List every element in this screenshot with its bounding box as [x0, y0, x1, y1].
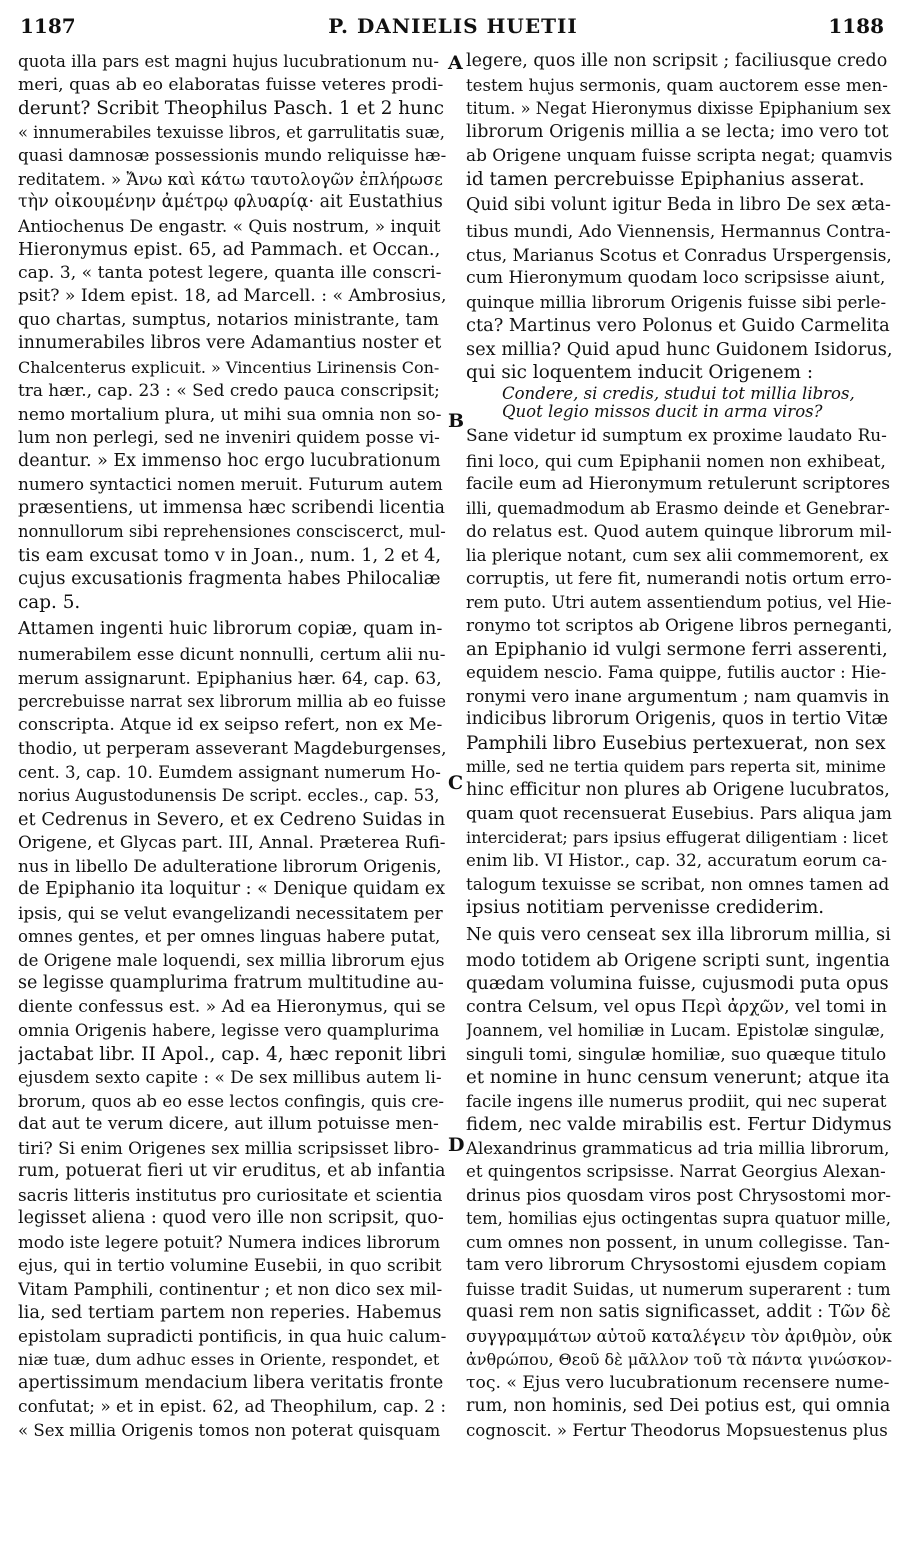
text-line: Ne quis vero censeat sex illa librorum millia, si	[466, 923, 891, 945]
margin-letter-d: D	[448, 1134, 465, 1156]
text-line: qui sic loquentem inducit Origenem :	[466, 362, 814, 383]
text-line: de Epiphanio ita loquitur : « Denique quidam ex	[18, 879, 446, 899]
text-line: quota illa pars est magni hujus lucubrationum nu-	[18, 52, 440, 71]
text-line: apertissimum mendacium libera veritatis fronte	[18, 1372, 444, 1393]
text-line: tis eam excusat tomo v in Joan., num. 1, 2 et 4,	[18, 544, 442, 566]
text-line: sacris litteris institutus pro curiositate et scientia	[18, 1184, 443, 1205]
text-line: legisset aliena : quod vero ille non scripsit, quo-	[18, 1208, 444, 1228]
text-line: ejusdem sexto capite : « De sex millibus autem li-	[18, 1067, 442, 1087]
text-line: cum omnes non possent, in unum collegisse. Tan-	[466, 1231, 890, 1252]
text-line: « innumerabiles texuisse libros, et garrulitatis suæ,	[18, 122, 445, 142]
text-line: ab Origene unquam fuisse scripta negat; quamvis	[466, 145, 892, 165]
text-line: diente confessus est. » Ad ea Hieronymus, qui se	[18, 996, 446, 1017]
text-line: lia, sed tertiam partem non reperies. Habemus	[18, 1302, 442, 1323]
text-line: tra hær., cap. 23 : « Sed credo pauca conscripsit;	[18, 380, 440, 400]
text-line: et nomine in hunc censum venerunt; atque ita	[466, 1067, 890, 1088]
text-line: cta? Martinus vero Polonus et Guido Carmelita	[466, 315, 890, 336]
text-line: cognoscit. » Fertur Theodorus Mopsuestenus plus	[466, 1420, 888, 1440]
text-line: Condere, si credis, studui tot millia libros,	[502, 384, 855, 403]
text-line: derunt? Scribit Theophilus Pasch. 1 et 2 hunc	[18, 98, 445, 119]
text-line: Sane videtur id sumptum ex proxime laudato Ru-	[466, 424, 887, 445]
text-line: ἀνθρώπου, Θεοῦ δὲ μᾶλλον τοῦ τὰ πάντα γινώσκον-	[466, 1350, 892, 1369]
text-line: dat aut te verum dicere, aut illum potuisse men-	[18, 1114, 439, 1134]
text-line: talogum texuisse se scribat, non omnes tamen ad	[466, 873, 890, 894]
text-line: συγγραμμάτων αὐτοῦ καταλέγειν τὸν ἀριθμὸν, οὐκ	[466, 1326, 892, 1346]
text-line: quædam volumina fuisse, cujusmodi puta opus	[466, 973, 889, 994]
text-line: et quingentos scripsisse. Narrat Georgius Alexan-	[466, 1162, 886, 1181]
text-line: rum, non hominis, sed Dei potius est, qui omnia	[466, 1396, 891, 1416]
text-line: Quot legio missos ducit in arma viros?	[502, 402, 823, 421]
text-line: tibus mundi, Ado Viennensis, Hermannus Contra-	[466, 221, 891, 241]
text-line: testem hujus sermonis, quam auctorem esse men-	[466, 75, 888, 95]
text-line: contra Celsum, vel opus Περὶ ἀρχῶν, vel tomi in	[466, 996, 887, 1017]
text-line: et Cedrenus in Severo, et ex Cedreno Suidas in	[18, 808, 446, 830]
text-line: omnia Origenis habere, legisse vero quamplurima	[18, 1021, 440, 1040]
text-line: cum Hieronymum quodam loco scripsisse aiunt,	[466, 268, 886, 288]
text-line: « Sex millia Origenis tomos non poterat quisquam	[18, 1420, 441, 1440]
text-line: modo totidem ab Origene scripti sunt, ingentia	[466, 949, 890, 971]
text-line: jactabat libr. II Apol., cap. 4, hæc reponit libri	[18, 1043, 446, 1065]
text-line: indicibus librorum Origenis, quos in tertio Vitæ	[466, 709, 888, 729]
text-line: enim lib. VI Histor., cap. 32, accuratum eorum ca-	[466, 851, 887, 870]
text-line: brorum, quos ab eo esse lectos confingis, quis cre-	[18, 1091, 445, 1111]
text-line: fini loco, qui cum Epiphanii nomen non exhibeat,	[466, 450, 886, 471]
text-line: corruptis, ut fere fit, numerandi notis ortum erro-	[466, 568, 892, 588]
text-line: ctus, Marianus Scotus et Conradus Urspergensis,	[466, 244, 892, 265]
text-line: cent. 3, cap. 10. Eumdem assignant numerum Ho-	[18, 762, 441, 782]
text-line: innumerabiles libros vere Adamantius noster et	[18, 333, 442, 353]
text-line: rum, potuerat fieri ut vir eruditus, et ab infantia	[18, 1161, 446, 1181]
text-line: id tamen percrebuisse Epiphanius asserat.	[466, 168, 865, 190]
margin-letter-a: A	[448, 52, 463, 74]
text-line: fuisse tradit Suidas, ut numerum superarent : tum	[466, 1279, 891, 1299]
text-line: Pamphili libro Eusebius pertexuerat, non sex	[466, 732, 886, 754]
text-line: quo chartas, sumptus, notarios ministrante, tam	[18, 309, 439, 330]
text-line: cujus excusationis fragmenta habes Philocaliæ	[18, 568, 441, 589]
text-line: Vitam Pamphili, continentur ; et non dico sex mil-	[18, 1278, 443, 1299]
text-line: librorum Origenis millia a se lecta; imo vero tot	[466, 121, 889, 142]
text-line: tam vero librorum Chrysostomi ejusdem copiam	[466, 1255, 887, 1275]
text-line: ronymi vero inane argumentum ; nam quamvis in	[466, 685, 890, 706]
text-line: cap. 3, « tanta potest legere, quanta ille conscri-	[18, 262, 442, 283]
text-line: epistolam supradicti pontificis, in qua huic calum-	[18, 1325, 446, 1346]
text-line: sex millia? Quid apud hunc Guidonem Isidorus,	[466, 338, 892, 360]
text-line: τὴν οἰκουμένην ἀμέτρῳ φλυαρίᾳ· ait Eustathius	[18, 192, 443, 212]
text-line: percrebuisse narrat sex librorum millia ab eo fuisse	[18, 692, 446, 711]
text-line: mille, sed ne tertia quidem pars reperta sit, minime	[466, 757, 886, 776]
text-line: psit? » Idem epist. 18, ad Marcell. : « Ambrosius,	[18, 286, 446, 306]
text-line: Origene, et Glycas part. III, Annal. Præterea Rufi-	[18, 832, 446, 852]
text-line: numerabilem esse dicunt nonnulli, certum alii nu-	[18, 644, 446, 664]
text-line: ipsius notitiam pervenisse crediderim.	[466, 897, 825, 918]
text-line: niæ tuæ, dum adhuc esses in Oriente, respondet, et	[18, 1350, 440, 1369]
text-line: confutat; » et in epist. 62, ad Theophilum, cap. 2 :	[18, 1396, 446, 1416]
text-line: nemo mortalium plura, ut mihi sua omnia non so-	[18, 403, 442, 424]
left-page-number: 1187	[20, 14, 76, 38]
text-line: an Epiphanio id vulgi sermone ferri asserenti,	[466, 638, 888, 660]
text-line: nus in libello De adulteratione librorum Origenis,	[18, 855, 442, 876]
text-line: cap. 5.	[18, 591, 81, 613]
text-line: lia plerique notant, cum sex alii commemorent, ex	[466, 545, 889, 565]
text-line: do relatus est. Quod autem quinque librorum mil-	[466, 521, 892, 541]
text-line: præsentiens, ut immensa hæc scribendi licentia	[18, 497, 445, 518]
right-column	[466, 50, 892, 1442]
text-line: singuli tomi, singulæ homiliæ, suo quæque titulo	[466, 1043, 887, 1064]
text-line: ejus, qui in tertio volumine Eusebii, in quo scribit	[18, 1255, 442, 1275]
text-line: thodio, ut perperam asseverant Magdeburgenses,	[18, 738, 446, 758]
text-line: conscripta. Atque id ex seipso refert, non ex Me-	[18, 714, 443, 735]
text-line: quam quot recensuerat Eusebius. Pars aliqua jam	[466, 803, 892, 823]
text-line: facile eum ad Hieronymum retulerunt scriptores	[466, 474, 891, 494]
text-line: reditatem. » Ἄνω καὶ κάτω ταυτολογῶν ἐπλήρωσε	[18, 169, 443, 189]
text-line: tem, homilias ejus octingentas supra quatuor mille,	[466, 1209, 891, 1228]
text-line: quasi rem non satis significasset, addit : Τῶν δὲ	[466, 1302, 891, 1322]
text-line: hinc efficitur non plures ab Origene lucubratos,	[466, 779, 890, 800]
text-line: equidem nescio. Fama quippe, futilis auctor : Hie-	[466, 663, 887, 682]
text-line: rem puto. Utri autem assentiendum potius, vel Hie-	[466, 592, 892, 612]
text-line: modo iste legere potuit? Numera indices librorum	[18, 1232, 441, 1252]
text-line: τος. « Ejus vero lucubrationum recensere nume-	[466, 1372, 890, 1393]
text-line: tiri? Si enim Origenes sex millia scripsisset libro-	[18, 1137, 440, 1158]
text-line: drinus pios quosdam viros post Chrysostomi mor-	[466, 1184, 891, 1205]
text-line: Alexandrinus grammaticus ad tria millia librorum,	[466, 1138, 890, 1158]
text-line: numero syntactici nomen meruit. Futurum autem	[18, 474, 443, 494]
running-title: P. DANIELIS HUETII	[328, 14, 578, 38]
text-line: quinque millia librorum Origenis fuisse sibi perle-	[466, 292, 887, 312]
right-page-number: 1188	[828, 14, 884, 38]
text-line: lum non perlegi, sed ne inveniri quidem posse vi-	[18, 427, 440, 447]
text-line: Hieronymus epist. 65, ad Pammach. et Occan.,	[18, 239, 441, 260]
text-line: omnes gentes, et per omnes linguas habere putat,	[18, 927, 441, 946]
text-line: titum. » Negat Hieronymus dixisse Epiphanium sex	[466, 99, 891, 118]
left-column	[18, 50, 446, 1442]
text-line: norius Augustodunensis De script. eccles., cap. 53,	[18, 786, 440, 805]
text-line: Antiochenus De engastr. « Quis nostrum, » inquit	[18, 215, 441, 236]
text-line: Attamen ingenti huic librorum copiæ, quam in-	[18, 618, 443, 639]
text-line: Chalcenterus explicuit. » Vincentius Lirinensis Con-	[18, 357, 440, 377]
text-line: de Origene male loquendi, sex millia librorum ejus	[18, 950, 445, 970]
margin-letter-c: C	[448, 772, 464, 794]
text-line: nonnullorum sibi reprehensiones consciscerct, mul-	[18, 522, 446, 541]
text-line: fidem, nec valde mirabilis est. Fertur Didymus	[466, 1114, 892, 1135]
text-line: ipsis, qui se velut evangelizandi necessitatem per	[18, 902, 443, 923]
text-line: meri, quas ab eo elaboratas fuisse veteres prodi-	[18, 74, 444, 95]
text-line: merum assignarunt. Epiphanius hær. 64, cap. 63,	[18, 667, 442, 688]
page-header	[0, 0, 906, 48]
text-line: illi, quemadmodum ab Erasmo deinde et Genebrar-	[466, 498, 890, 518]
margin-letter-b: B	[448, 410, 465, 432]
text-line: Joannem, vel homiliæ in Lucam. Epistolæ singulæ,	[466, 1021, 885, 1040]
text-line: legere, quos ille non scripsit ; faciliusque credo	[466, 51, 888, 71]
text-line: interciderat; pars ipsius effugerat diligentiam : licet	[466, 827, 888, 847]
text-line: se legisse quamplurima fratrum multitudine au-	[18, 973, 444, 993]
text-line: Quid sibi volunt igitur Beda in libro De sex æta-	[466, 195, 891, 215]
text-line: facile ingens ille numerus prodiit, qui nec superat	[466, 1091, 887, 1111]
text-line: deantur. » Ex immenso hoc ergo lucubrationum	[18, 450, 441, 471]
text-line: ronymo tot scriptos ab Origene libros perneganti,	[466, 615, 892, 635]
text-line: quasi damnosæ possessionis mundo reliquisse hæ-	[18, 146, 446, 165]
